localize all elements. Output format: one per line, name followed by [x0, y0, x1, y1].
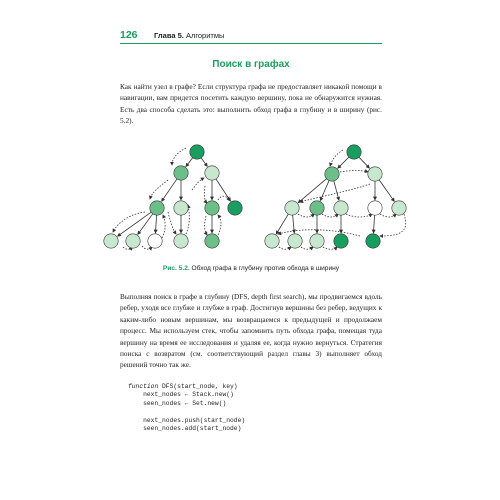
- bfs-tree-node: [265, 234, 279, 248]
- chapter-title: Алгоритмы: [185, 30, 225, 40]
- bfs-tree-node: [366, 234, 380, 248]
- dfs-tree-edge: [162, 179, 177, 201]
- dfs-tree-edge: [186, 158, 193, 167]
- graph-edges: [118, 157, 395, 236]
- dfs-tree-edge: [118, 212, 151, 236]
- chapter-label: Глава 5.: [154, 30, 184, 40]
- code-line-3: seen_nodes ← Set.new(): [128, 399, 227, 407]
- dfs-tree-edge: [155, 215, 156, 233]
- bfs-tree-edge: [359, 157, 369, 168]
- bfs-tree-node: [368, 201, 382, 215]
- bfs-path: [301, 247, 313, 249]
- bfs-path: [346, 214, 372, 217]
- bfs-tree-edge: [334, 181, 339, 200]
- bfs-path: [330, 150, 343, 166]
- figure-caption-text: Обход графа в глубину против обхода в ширину: [191, 265, 340, 272]
- bfs-path: [322, 214, 338, 217]
- code-line-6: seen_nodes.add(start_node): [128, 425, 242, 433]
- dfs-tree-node: [174, 166, 188, 180]
- bfs-tree-edge: [293, 215, 295, 233]
- code-line-1: DFS(start_node, key): [158, 383, 238, 390]
- bfs-tree-node: [310, 234, 324, 248]
- code-listing: [128, 383, 245, 433]
- dfs-path: [205, 216, 207, 235]
- bfs-tree-node: [334, 201, 348, 215]
- dfs-tree-node: [205, 166, 219, 180]
- bfs-path: [340, 171, 368, 173]
- section-title: Поиск в графах: [212, 59, 290, 70]
- dfs-paragraph: Выполняя поиск в графе в глубину (DFS, depth first search), мы продвигаемся вдоль ребер, уходя все глубже и глубже в граф. Достигнув вершины без ребер, ведущих к каким-либо новым вершинам, мы возвращаемся к предыдущей и продолжаем процесс. Мы используем стек, чтобы запомнить путь обхода графа, помещая туда вершину на время ее исследования и удаляя ее, когда нужно вернуться. Стратегия поиска с возвратом (см. соответствующий раздел главы 3) выполняет обход решений точно так же.: [120, 292, 382, 370]
- dfs-tree-node: [174, 234, 188, 248]
- dfs-path: [113, 212, 145, 232]
- graph-nodes: [104, 145, 406, 248]
- dfs-path: [218, 196, 230, 200]
- dfs-tree-edge: [138, 214, 153, 235]
- bfs-tree-edge: [320, 181, 329, 201]
- dfs-tree-node: [190, 145, 204, 159]
- bfs-path: [380, 214, 396, 217]
- dfs-tree-node: [148, 234, 162, 248]
- dfs-path: [172, 148, 186, 165]
- dfs-path: [162, 215, 165, 238]
- bfs-tree-edge: [373, 215, 374, 233]
- bfs-tree-node: [392, 201, 406, 215]
- intro-paragraph: Как найти узел в графе? Если структура графа не предоставляет никакой помощи в навигации, вам придется посетить каждую вершину, пока не обнаружится нужная. Есть два способа сделать это: выполнить обход графа в глубину и в ширину (рис. 5.2).: [120, 82, 382, 126]
- dfs-tree-node: [150, 201, 164, 215]
- figure-caption-label: Рис. 5.2.: [162, 265, 190, 272]
- bfs-path: [380, 214, 406, 236]
- code-line-2: next_nodes ← Stack.new(): [128, 391, 234, 399]
- code-keyword: function: [128, 383, 159, 390]
- dfs-path: [204, 186, 207, 203]
- bfs-tree-node: [325, 167, 339, 181]
- bfs-tree-node: [347, 145, 361, 159]
- bfs-tree-node: [334, 234, 348, 248]
- dfs-tree-edge: [216, 179, 231, 201]
- dfs-path: [218, 215, 221, 235]
- bfs-tree-edge: [276, 214, 288, 234]
- bfs-tree-edge: [338, 157, 349, 168]
- bfs-tree-node: [285, 201, 299, 215]
- bfs-tree-node: [310, 201, 324, 215]
- dfs-tree-edge: [201, 158, 207, 166]
- bfs-path: [298, 214, 314, 217]
- page-number: 126: [120, 29, 138, 41]
- dfs-tree-node: [205, 234, 219, 248]
- dfs-tree-node: [205, 201, 219, 215]
- dfs-tree-node: [126, 234, 140, 248]
- dfs-path: [168, 212, 176, 234]
- bfs-tree-edge: [298, 179, 326, 203]
- dfs-tree-node: [104, 234, 118, 248]
- code-line-5: next_nodes.push(start_node): [128, 416, 246, 424]
- bfs-path: [323, 247, 337, 249]
- bfs-tree-node: [288, 234, 302, 248]
- dfs-path: [192, 178, 204, 190]
- bfs-path: [279, 247, 291, 249]
- dfs-tree-node: [174, 201, 188, 215]
- figure-caption: [120, 265, 382, 272]
- bfs-tree-node: [368, 167, 382, 181]
- dfs-tree-node: [228, 201, 242, 215]
- bfs-tree-edge: [379, 180, 394, 201]
